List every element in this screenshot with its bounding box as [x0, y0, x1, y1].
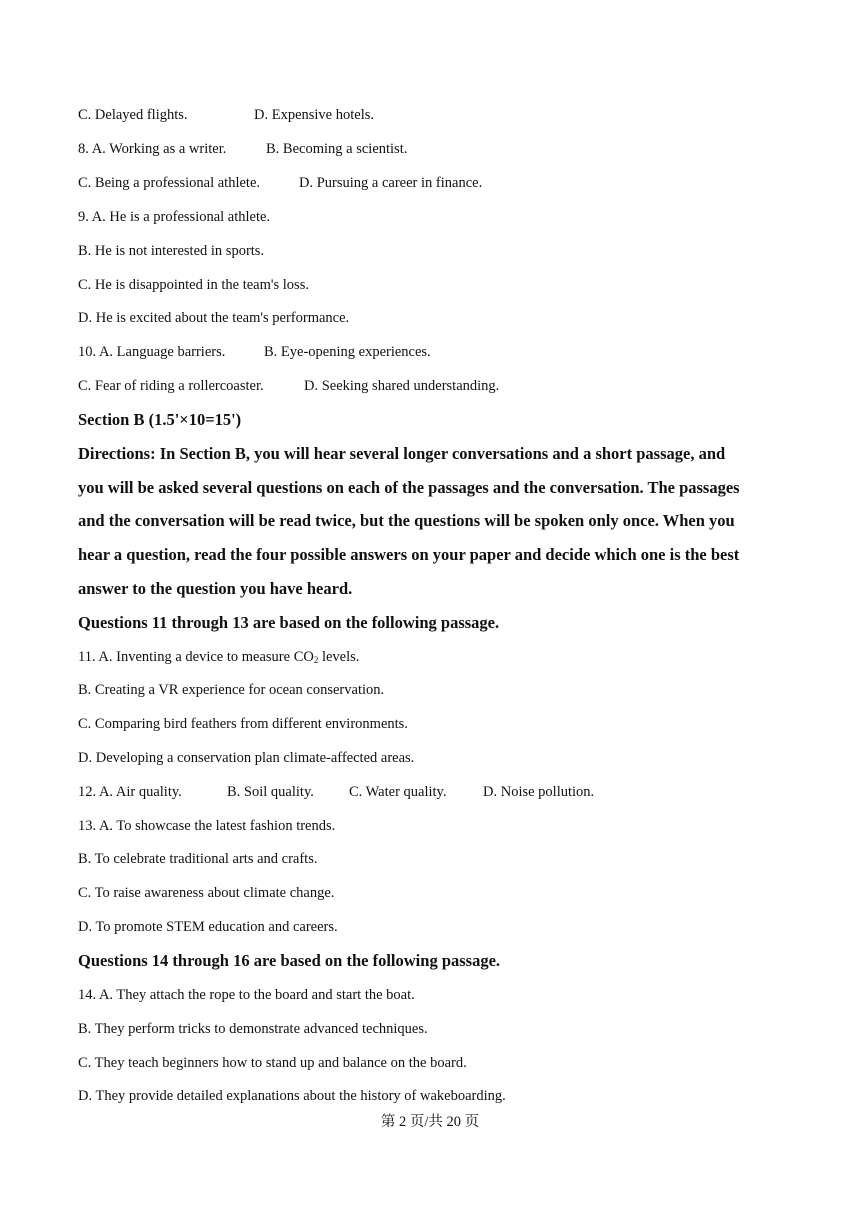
q12-option-d: D. Noise pollution. — [483, 784, 595, 800]
directions-line-1: Directions: In Section B, you will hear several longer conversations and a short passage, and — [78, 444, 726, 463]
q11-option-d: D. Developing a conservation plan climate-affected areas. — [78, 750, 415, 766]
q9-option-b: B. He is not interested in sports. — [78, 243, 265, 259]
directions-line-5: answer to the question you have heard. — [78, 579, 353, 598]
q12-options — [78, 782, 595, 802]
q8-option-d: D. Pursuing a career in finance. — [299, 175, 483, 191]
q13-option-b: B. To celebrate traditional arts and crafts. — [78, 851, 318, 867]
q11-option-a — [78, 647, 359, 670]
q14-option-b: B. They perform tricks to demonstrate advanced techniques. — [78, 1021, 428, 1037]
q7-option-d: D. Expensive hotels. — [254, 107, 375, 123]
q9-option-c: C. He is disappointed in the team's loss. — [78, 277, 309, 293]
q10-option-c: C. Fear of riding a rollercoaster. — [78, 378, 264, 394]
q11-option-a-tail: levels. — [318, 649, 360, 665]
q10-option-d: D. Seeking shared understanding. — [304, 378, 500, 394]
directions-line-4: hear a question, read the four possible answers on your paper and decide which one is the best — [78, 545, 740, 564]
q14-option-c: C. They teach beginners how to stand up and balance on the board. — [78, 1055, 467, 1071]
q10-option-a: 10. A. Language barriers. — [78, 344, 226, 360]
q13-option-d: D. To promote STEM education and careers. — [78, 919, 338, 935]
q9-option-d: D. He is excited about the team's performance. — [78, 310, 350, 326]
q12-option-a: 12. A. Air quality. — [78, 784, 182, 800]
q14-option-a: 14. A. They attach the rope to the board and start the boat. — [78, 987, 415, 1003]
directions-line-2: you will be asked several questions on each of the passages and the conversation. The passages — [78, 478, 740, 497]
q13-option-c: C. To raise awareness about climate change. — [78, 885, 335, 901]
q10-options-ab — [78, 342, 431, 362]
directions-line-3: and the conversation will be read twice, but the questions will be spoken only once. When you — [78, 511, 735, 530]
q7-options-cd — [78, 105, 375, 125]
q11-option-b: B. Creating a VR experience for ocean conservation. — [78, 682, 385, 698]
q8-options-ab — [78, 139, 408, 159]
co2-subscript: 2 — [313, 655, 319, 665]
q12-option-b: B. Soil quality. — [227, 784, 314, 800]
group-heading-11-13: Questions 11 through 13 are based on the following passage. — [78, 613, 500, 632]
q8-option-c: C. Being a professional athlete. — [78, 175, 261, 191]
q10-options-cd — [78, 376, 500, 396]
q9-option-a: 9. A. He is a professional athlete. — [78, 209, 271, 225]
page-footer: 第 2 页/共 20 页 — [380, 1114, 480, 1130]
q8-option-a: 8. A. Working as a writer. — [78, 141, 227, 157]
q10-option-b: B. Eye-opening experiences. — [264, 344, 431, 360]
q8-options-cd — [78, 173, 483, 193]
section-b-heading: Section B (1.5'×10=15') — [78, 410, 242, 429]
q12-option-c: C. Water quality. — [349, 784, 447, 800]
group-heading-14-16: Questions 14 through 16 are based on the following passage. — [78, 951, 501, 970]
q11-option-c: C. Comparing bird feathers from different environments. — [78, 716, 408, 732]
q14-option-d: D. They provide detailed explanations about the history of wakeboarding. — [78, 1088, 506, 1104]
q13-option-a: 13. A. To showcase the latest fashion trends. — [78, 818, 336, 834]
q8-option-b: B. Becoming a scientist. — [266, 141, 408, 157]
q7-option-c: C. Delayed flights. — [78, 107, 188, 123]
q11-option-a-text: 11. A. Inventing a device to measure CO — [78, 649, 314, 665]
